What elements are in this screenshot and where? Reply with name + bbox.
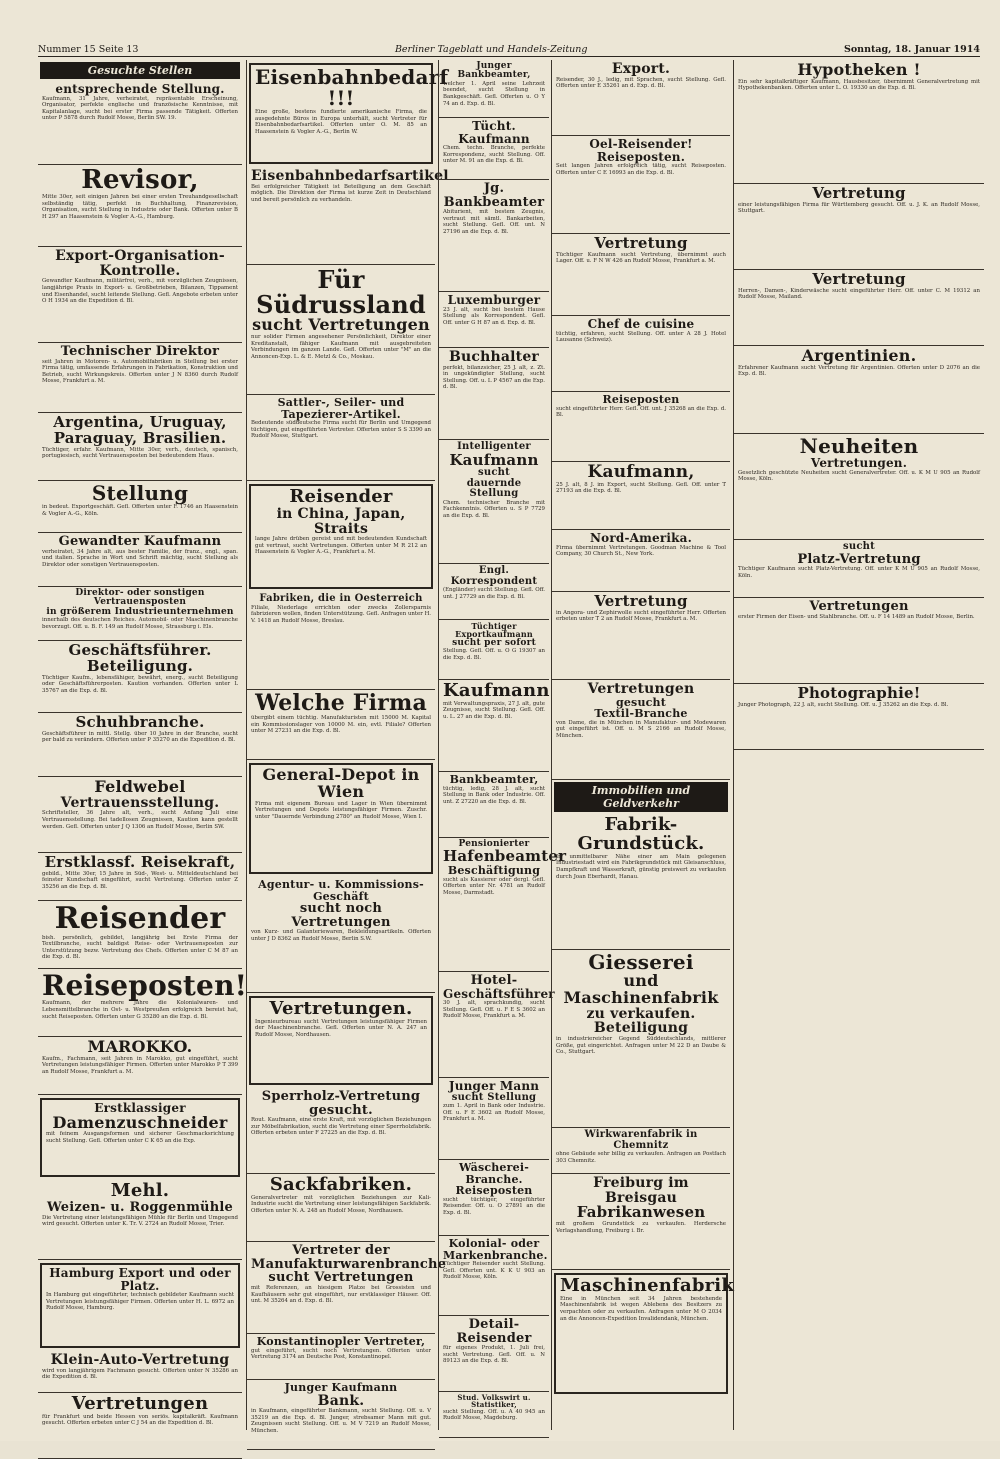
- ad-headline: Oel-Reisender!: [589, 137, 693, 151]
- classified-ad: [552, 814, 730, 950]
- ad-headline: Vertretungen: [809, 599, 909, 614]
- ad-body-text: Geschäftsführer in mittl. Stellg. über 10 Jahre in der Branche, sucht per bald zu verändern. Offerten unter P 35270 an die Expedition d. Bl.: [42, 730, 238, 744]
- ad-headline: Eisenbahnbedarfsartikel: [251, 168, 449, 184]
- ad-headline: Intelligenter: [457, 441, 531, 452]
- ad-headline: Technischer Direktor: [60, 344, 220, 359]
- ad-headline: Kolonial- oder: [448, 1237, 540, 1250]
- classified-ad: [38, 853, 242, 901]
- ad-headline: Fabriken, die in Oesterreich: [259, 593, 423, 604]
- column-3: [438, 60, 567, 1430]
- classified-ad: [552, 462, 730, 530]
- ad-headline: in größerem Industrieunternehmen: [46, 606, 234, 617]
- column-4: [551, 60, 735, 1430]
- ad-headline: Reiseposten.: [596, 149, 686, 164]
- ad-body-text: mit Referenzen, an hiesigem Platze bei Grossisten und Kaufhäusern sehr gut eingeführt, nur erstklassiger Häuser. Off. unt. M 35264 an d. Exp. d. Bl.: [251, 1284, 431, 1305]
- ad-headline: Hotel-: [470, 973, 518, 988]
- ad-body-text: in industriereicher Gegend Süddeutschlands, mittlerer Größe, gut eingerichtet. Anfragen unter M 22 D an Daube & Co., Stuttgart.: [556, 1035, 726, 1056]
- ad-headline: dauernde Stellung: [466, 477, 522, 500]
- ad-headline: Freiburg im Breisgau: [593, 1175, 689, 1206]
- ad-headline: Fabrikanwesen: [576, 1203, 706, 1222]
- ad-body-text: Chem. technischer Branche mit Fachkenntnis. Offerten u. S P 7729 an die Exp. d. Bl.: [443, 499, 545, 519]
- ad-body-text: Eine große, bestens fundierte amerikanische Firma, die ausgedehnte Büros in Europa unterhält, sucht Vertreter für Eisenbahnbedarfsartikel. Offerten unter O. M. 85 an Haasenstein & Vogler A.-G., Berlin W.: [255, 109, 427, 135]
- ad-body-text: Stellung. Gefl. Off. u. O G 19307 an die Exp. d. Bl.: [443, 648, 545, 661]
- ad-body-text: wird von langjährigem Fachmann gesucht. Offerten unter N 35286 an die Expedition d. Bl.: [42, 1367, 238, 1381]
- ad-body-text: Schriftsteller, 36 Jahre alt, verh., sucht Anfang Juli eine Vertrauensstellung. Bei tadellosen Zeugnissen, Kaution kann gestellt werden. Gefl. Offerten unter J Q 1306 an Rudolf Mosse, Berlin SW.: [42, 810, 238, 830]
- ad-body-text: Tüchtiger Kaufmann sucht Platz-Vertretung. Off. unter K M U 905 an Rudolf Mosse, Köln.: [738, 566, 980, 579]
- ad-headline: Hafenbeamter: [443, 847, 567, 866]
- classified-ad: [38, 777, 242, 853]
- ad-headline: Export-Organisation-Kontrolle.: [55, 248, 225, 279]
- classified-ad: [38, 533, 242, 587]
- ad-headline: Neuheiten: [799, 434, 919, 458]
- ad-headline: Vertretungen: [71, 1393, 209, 1414]
- ad-headline: Buchhalter: [448, 349, 540, 365]
- classified-ad: [552, 392, 730, 462]
- ad-body-text: Junger Photograph, 22 J. alt, sucht Stellung. Off. u. J 35262 an die Exp. d. Bl.: [738, 701, 949, 708]
- header-left: Nummer 15 Seite 13: [38, 43, 139, 55]
- ad-body-text: Gewandter Kaufmann, militärfrei, verh., mit vorzüglichen Zeugnissen, langjährige Praxis in Export- u. Großbetrieben, Bilanzen, Tippament und Eisenhandel, sucht leitende Stellung. Gefl. Angebote erbeten unter O H 1934 an die Expedition d. Bl.: [42, 278, 239, 305]
- ad-body-text: tüchtig, erfahren, sucht Stellung. Off. unter A 28 J. Hotel Lausanne (Schweiz).: [556, 330, 726, 344]
- classified-ad: [247, 1334, 435, 1380]
- ad-headline: Vertretung: [594, 592, 688, 610]
- ad-body-text: 23 J. alt, sucht bei bestem Hause Stellung als Korrespondent. Gefl. Off. unter G H 87 an d. Exp. d. Bl.: [443, 306, 545, 326]
- ad-headline: Erstklassf. Reisekraft,: [44, 853, 236, 871]
- ad-body-text: Bei erfolgreicher Tätigkeit ist Beteiligung an dem Geschäft möglich. Die Direktion der Firma ist kurze Zeit in Deutschland und bereit persönlich zu verhandeln.: [251, 183, 431, 203]
- ad-headline: MAROKKO.: [87, 1037, 193, 1056]
- ad-headline: Reisender: [289, 486, 393, 507]
- ad-headline: Giesserei: [588, 950, 694, 974]
- ad-body-text: Kaufmann, der mehrere Jahre die Kolonialwaren- und Lebensmittelbranche in Ost- u. Westpreußen erfolgreich bereist hat, sucht Reiseposten. Offerten unter G 35280 an die Exp. d. Bl.: [42, 1000, 238, 1020]
- ad-headline: Erstklassiger: [94, 1101, 186, 1115]
- classified-ad: [249, 996, 433, 1085]
- ad-headline: Vertretung: [812, 270, 906, 288]
- ad-headline: Vertrauensstellung.: [60, 794, 220, 811]
- ad-headline: sucht Vertretungen: [268, 1270, 414, 1286]
- ad-headline: sucht Stellung: [451, 1091, 537, 1103]
- ad-headline: Markenbranche.: [443, 1248, 548, 1262]
- column-1: [38, 60, 248, 1430]
- ad-body-text: sucht eingeführter Herr. Gefl. Off. unt. J 35268 an die Exp. d. Bl.: [556, 405, 726, 419]
- ad-headline: Reisender: [54, 901, 226, 936]
- classified-ad: [247, 265, 435, 395]
- ad-headline: Kaufmann,: [587, 462, 695, 482]
- ad-headline: Engl. Korrespondent: [450, 565, 538, 587]
- ad-body-text: Generalvertreter mit vorzüglichen Beziehungen zur Kali-Industrie sucht die Vertretung einer leistungsfähigen Sackfabrik. Offerten unter N. A. 248 an Rudolf Mosse, Nordhausen.: [251, 1194, 431, 1215]
- ad-body-text: seit Jahren in Motoren- u. Automobilfabriken in Stellung bei erster Firma tätig, umfassende Erfahrungen in Fabrikation, Konstruktion und Betrieb, sucht Wirkungskreis. Offerten unter J N 8360 durch Rudolf Mosse, Frankfurt a. M.: [42, 358, 238, 385]
- column-5: [733, 60, 984, 1430]
- ad-body-text: (Engländer) sucht Stellung. Gefl. Off. unt. J 27729 an die Exp. d. Bl.: [443, 587, 545, 600]
- classified-ad: [38, 587, 242, 641]
- ad-headline: Platz-Vertretung: [797, 551, 921, 567]
- ad-body-text: 25 J. alt, 8 J. im Export, sucht Stellung. Gefl. Off. unter T 27193 an die Exp. d. Bl.: [556, 481, 726, 495]
- classified-ad: [247, 1174, 435, 1242]
- ad-headline: und Maschinenfabrik: [563, 971, 719, 1007]
- ad-headline: Sattler-, Seiler- und Tapezierer-Artikel.: [277, 396, 405, 421]
- ad-headline: Welche Firma: [255, 690, 427, 716]
- ad-body-text: von Kurz- und Galanteriewaren, Bekleidungsartikeln. Offerten unter J D 8362 an Rudolf Mosse, Berlin S.W.: [251, 929, 431, 942]
- classified-ad: [734, 598, 984, 684]
- classified-ad: [439, 60, 549, 118]
- ad-headline: Pensionierter: [458, 839, 530, 849]
- section-heading: Gesuchte Stellen: [40, 62, 240, 79]
- ad-body-text: Filiale, Niederlage errichten oder zwecks Zollersparnis fabrizieren wollen, finden Unterstützung. Gefl. Anfragen unter H. V. 1418 an Rudolf Mosse, Breslau.: [251, 604, 431, 624]
- ad-headline: Gewandter Kaufmann: [58, 534, 222, 549]
- classified-ad: [249, 484, 433, 589]
- classified-ad: [247, 690, 435, 760]
- classified-ad: [40, 1263, 240, 1348]
- ad-headline: Geschäftsführer.: [68, 641, 212, 659]
- ad-body-text: Eine in München seit 34 Jahren bestehende Maschinenfabrik ist wegen Ablebens des Besitzers zu verpachten oder zu verkaufen. Anfragen unter M O 2034 an die Annoncen-Expedition Invalidendank, München.: [560, 1295, 722, 1322]
- ad-headline: Beschäftigung: [447, 864, 541, 878]
- ad-headline: Luxemburger: [447, 293, 541, 307]
- ad-headline: gesucht: [615, 695, 667, 709]
- ad-body-text: Gesetzlich geschützte Neuheiten sucht Generalvertreter. Off. u. K M U 905 an Rudolf Mosse, Köln.: [738, 469, 980, 483]
- ad-headline: Geschäftsführer: [443, 986, 555, 1001]
- ad-body-text: verheiratet, 34 Jahre alt, aus bester Familie, der franz., engl., span. und italien. Sprache in Wort und Schrift mächtig, sucht Stellung als Direktor oder sonstigen Vertrauensposten.: [42, 548, 238, 568]
- ad-body-text: für Frankfurt und beide Hessen von seriös. kapitalkräft. Kaufmann gesucht. Offerten erbeten unter C J 54 an die Expedition d. Bl.: [42, 1413, 238, 1427]
- ad-headline: Beteiligung.: [86, 656, 194, 675]
- ad-headline: Mehl.: [110, 1180, 170, 1201]
- ad-body-text: tüchtig, ledig, 28 J. alt, sucht Stellung in Bank oder Industrie. Off. unt. Z 27220 an die Exp. d. Bl.: [443, 785, 545, 805]
- ad-headline: Revisor,: [81, 165, 199, 195]
- ad-body-text: innerhalb des deutschen Reiches. Automobil- oder Maschinenbranche bevorzugt. Off. u. B. F. 149 an Rudolf Mosse, Strassburg i. Els.: [42, 617, 238, 630]
- ad-headline: Für Südrussland: [256, 265, 426, 320]
- ad-body-text: Tüchtiger Kaufm., lebensfähiger, bewährt, energ., sucht Beteiligung oder Geschäftsführerposten. Kaution vorhanden. Offerten unter L 35767 an die Exp. d. Bl.: [42, 674, 238, 694]
- classified-ad: [439, 1078, 549, 1160]
- ad-body-text: Ein sehr kapitalkräftiger Kaufmann, Hausbesitzer, übernimmt Generalvertretung mit Hypothekenbanken. Offerten unter L. O. 19330 an die Exp. d. Bl.: [738, 78, 980, 92]
- ad-body-text: Abiturient, mit bestem Zeugnis, vertraut mit sämtl. Bankarbeiten, sucht Stellung. Gefl. Off. unt. N 27196 an die Exp. d. Bl.: [443, 209, 545, 236]
- ad-body-text: erster Firmen der Eisen- und Stahlbranche. Off. u. F 14 1489 an Rudolf Mosse, Berlin.: [738, 613, 975, 620]
- classified-ad: [439, 348, 549, 440]
- ad-body-text: übergibt einem tüchtig. Manufakturisten mit 15000 M. Kapital ein Kommissionslager von 10000 M. ein, evtl. Filiale? Offerten unter M 27231 an die Exp. d. Bl.: [251, 715, 431, 735]
- classified-ad: [552, 234, 730, 316]
- ad-body-text: Mitte 30er, seit einigen Jahren bei einer ersten Treuhandgesellschaft selbständig tätig, perfekt in Buchhaltung, Finanzrevision, Organisation, sucht Stellung in Industrie oder Bank. Offerten unter B H 297 an Haasenstein & Vogler A.-G., Hamburg.: [42, 194, 238, 221]
- ad-headline: Kaufmann: [443, 680, 550, 701]
- classified-ad: [439, 292, 549, 348]
- ad-body-text: Rout. Kaufmann, eine erste Kraft, mit vorzüglichen Beziehungen zur Möbelfabrikation, sucht die Vertretung einer Sperrholzfabrik. Offerten erbeten unter F 27225 an die Exp. d. Bl.: [251, 1117, 431, 1137]
- ad-body-text: Ingenieurbureau sucht Vertretungen leistungsfähiger Firmen der Maschinenbranche. Gefl. Offerten unter N. A. 247 an Rudolf Mosse, Nordhausen.: [255, 1018, 427, 1039]
- classified-ad: [439, 440, 549, 564]
- ad-headline: Kaufmann: [449, 450, 539, 469]
- classified-ad: [38, 1393, 242, 1459]
- ad-body-text: einer leistungsfähigen Firma für Württemberg gesucht. Off. u. J. K. an Rudolf Mosse, Stuttgart.: [738, 201, 980, 215]
- ad-headline: Wäscherei-Branche.: [459, 1161, 529, 1186]
- classified-ad: [552, 136, 730, 234]
- ad-body-text: in Angora- und Zephirwolle sucht eingeführter Herr. Offerten erbeten unter T 2 an Rudolf Mosse, Frankfurt a. M.: [556, 609, 726, 623]
- ad-headline: Manufakturwarenbranche: [251, 1256, 447, 1272]
- ad-body-text: Die Vertretung einer leistungsfähigen Mühle für Berlin und Umgegend wird gesucht. Offerten unter K. Tr. V. 2724 an Rudolf Mosse, Trier.: [42, 1214, 238, 1228]
- classified-ad: [439, 118, 549, 180]
- ad-headline: Tücht. Kaufmann: [458, 119, 530, 146]
- ad-headline: Hypotheken !: [797, 60, 921, 79]
- classified-ad: [247, 1380, 435, 1450]
- ad-headline: General-Depot in Wien: [262, 765, 420, 801]
- ad-body-text: Chem. techn. Branche, perfekte Korrespondenz, sucht Stellung. Off. unter M. 91 an die Exp. d. Bl.: [443, 145, 545, 165]
- ad-headline: Eisenbahnbedarf !!!: [255, 65, 449, 110]
- ad-body-text: Firma mit eigenem Bureau und Lager in Wien übernimmt Vertretungen und Depots leistungsfähiger Firmen. Zuschr. unter "Dauernde Verbindung 2780" an Rudolf Mosse, Wien I.: [255, 800, 427, 820]
- ad-headline: Vertretung: [594, 234, 688, 252]
- ad-headline: Bank.: [317, 1392, 365, 1409]
- ad-headline: Nord-Amerika.: [589, 531, 693, 545]
- classified-ad: [552, 680, 730, 780]
- classified-ad: [38, 1180, 242, 1260]
- classified-ad: [247, 877, 435, 993]
- ad-body-text: gebild., Mitte 30er, 15 Jahre in Süd-, West- u. Mitteldeutschland bei feinster Kundschaft eingeführt, sucht Vertretung. Offerten unter Z 35256 an die Exp. d. Bl.: [42, 870, 238, 890]
- classified-ad: [439, 680, 549, 772]
- classified-ad: [38, 481, 242, 533]
- classified-ad: [734, 270, 984, 346]
- classified-ad: [38, 81, 242, 165]
- ad-body-text: Kaufmann, 31 Jahre, verheiratet, repräsentable Erscheinung, Organisator, perfekte englische und französische Kenntnisse, mit Kapitalanlage, sucht bei erster Firma passende Tätigkeit. Offerten unter P 5878 durch Rudolf Mosse, Berlin SW. 19.: [42, 95, 238, 122]
- classified-ad: [38, 901, 242, 969]
- ad-headline: Maschinenfabrik: [560, 1275, 735, 1296]
- ad-headline: Stud. Volkswirt u. Statistiker,: [457, 1393, 531, 1410]
- ad-body-text: ohne Gebäude sehr billig zu verkaufen. Anfragen an Postfach 303 Chemnitz.: [556, 1151, 726, 1164]
- ad-headline: Photographie!: [797, 684, 921, 702]
- ad-body-text: perfekt, bilanzsicher, 25 J. alt, z. Zt. in ungekündigter Stellung, sucht Stellung. Off. u. L P 4567 an die Exp. d. Bl.: [443, 364, 545, 391]
- ad-headline: Hamburg Export und oder Platz.: [49, 1266, 231, 1293]
- classified-ad: [552, 1128, 730, 1174]
- ad-body-text: sucht Stellung. Off. u. A 40 945 an Rudolf Mosse, Magdeburg.: [443, 1408, 545, 1422]
- classified-ad: [552, 592, 730, 680]
- ad-headline: Konstantinopler Vertreter,: [256, 1335, 426, 1348]
- column-2: [246, 60, 449, 1435]
- classified-ad: [38, 343, 242, 413]
- ad-body-text: welcher 1. April seine Lehrzeit beendet, sucht Stellung in Bankgeschäft. Gefl. Offerten u. O Y 74 an d. Exp. d. Bl.: [443, 80, 545, 107]
- classified-ad: [554, 1273, 735, 1394]
- classified-ad: [439, 620, 549, 680]
- ad-body-text: mit Verwaltungspraxis, 27 J. alt, gute Zeugnisse, sucht Stellung. Gefl. Off. u. L. 27 an die Exp. d. Bl.: [443, 700, 545, 721]
- classified-ad: [439, 838, 567, 972]
- ad-headline: Klein-Auto-Vertretung: [50, 1352, 230, 1368]
- ad-body-text: in bedeut. Exportgeschäft. Gefl. Offerten unter F. 1746 an Haasenstein & Vogler A.-G., Köln.: [42, 504, 238, 517]
- classified-ad: [439, 1392, 549, 1438]
- ad-body-text: sucht tüchtiger, eingeführter Reisender. Off. u. O 27891 an die Exp. d. Bl.: [443, 1196, 545, 1216]
- classified-ad: [439, 1316, 549, 1392]
- ad-headline: Tüchtiger Exportkaufmann: [455, 621, 533, 640]
- ad-headline: Reiseposten: [602, 393, 680, 406]
- classified-ad: [249, 63, 449, 164]
- classified-ad: [38, 641, 242, 713]
- ad-body-text: In Hamburg gut eingeführter, technisch gebildeter Kaufmann sucht Vertretungen leistungsfähiger Firmen. Offerten unter H. L. 6972 an Rudolf Mosse, Hamburg.: [46, 1292, 234, 1312]
- header-right: Sonntag, 18. Januar 1914: [843, 43, 980, 55]
- ad-headline: sucht per sofort: [452, 637, 536, 648]
- ad-headline: Damenzuschneider: [52, 1112, 228, 1132]
- ad-headline: Vertretungen.: [810, 456, 908, 470]
- classified-ad: [247, 1088, 435, 1174]
- classified-ad: [552, 60, 730, 136]
- ad-headline: Weizen- u. Roggenmühle: [47, 1199, 233, 1215]
- ad-headline: Chef de cuisine: [587, 317, 695, 331]
- ad-body-text: bish. persönlich, gebildet, langjährig bei Erste Firma der Textilbranche, sucht baldigst Reise- oder Vertrauensposten zur Unterstützung bezw. Vertretung des Chefs. Offerten unter C M 87 an die Exp. d. Bl.: [42, 934, 238, 961]
- ad-headline: Junger Kaufmann: [284, 1381, 398, 1394]
- classified-ad: [552, 530, 730, 592]
- classified-ad: [439, 1236, 549, 1316]
- ad-headline: zu verkaufen.: [586, 1005, 696, 1022]
- classified-ad: [38, 1351, 242, 1393]
- ad-headline: Stellung: [91, 481, 189, 505]
- ad-headline: Vertretungen: [587, 681, 695, 697]
- classified-ad: [439, 972, 555, 1078]
- ad-body-text: in Kaufmann, eingeführter Bankmann, sucht Stellung. Off. u. V 35219 an die Exp. d. Bl. Junger, strebsamer Mann mit gut. Zeugnissen sucht Stellung. Off. u. M V 7219 an Rudolf Mosse, München.: [251, 1408, 431, 1435]
- ad-body-text: Firma übernimmt Vertretungen. Goodman Machine & Tool Company, 30 Church St., New York.: [556, 544, 726, 558]
- ad-headline: Beteiligung: [593, 1020, 689, 1037]
- ad-body-text: In unmittelbarer Nähe einer am Main gelegenen Industriestadt wird ein Fabrikgrundstück mit Gleisanschluss, Dampfkraft und Wasserkraft, günstig preiswert zu verkaufen durch Joan Eberhardt, Hanau.: [556, 853, 726, 880]
- ad-headline: Schuhbranche.: [75, 713, 205, 731]
- ad-body-text: von Dame, die in München in Manufaktur- und Modewaren gut eingeführt ist. Off. u. M S 2166 an Rudolf Mosse, München.: [556, 719, 726, 739]
- ad-headline: Feldwebel: [94, 777, 186, 796]
- ad-body-text: Tüchtiger Kaufmann sucht Vertretung, übernimmt auch Lager. Off. u. F N W 426 an Rudolf Mosse, Frankfurt a. M.: [556, 251, 726, 265]
- ad-headline: Sperrholz-Vertretung gesucht.: [261, 1089, 421, 1118]
- ad-headline: Junger Mann: [448, 1079, 540, 1093]
- classified-ad: [38, 1037, 242, 1095]
- classified-ad: [734, 346, 984, 434]
- ad-headline: Direktor- oder sonstigen Vertrauensposten: [75, 588, 205, 608]
- ad-headline: Detail-Reisender: [456, 1317, 532, 1346]
- ad-headline: Fabrik-Grundstück.: [577, 814, 705, 854]
- classified-ad: [40, 1098, 240, 1177]
- ad-headline: Argentinien.: [801, 346, 917, 365]
- ad-body-text: für eigenes Produkt, 1. Juli frei, sucht Vertretung. Gefl. Off. u. N 89123 an die Exp. d. Bl.: [443, 1345, 545, 1365]
- classified-ad: [552, 950, 730, 1128]
- ad-body-text: mit großem Grundstück zu verkaufen. Herdersche Verlagshandlung, Freiburg i. Br.: [556, 1221, 726, 1234]
- classified-ad: [439, 180, 549, 292]
- ad-headline: Vertretungen.: [269, 998, 413, 1019]
- ad-headline: Bankbeamter,: [449, 773, 539, 786]
- ad-body-text: Tüchtiger Reisender sucht Stellung. Gefl. Offerten unt. K K U 903 an Rudolf Mosse, Köln.: [443, 1261, 545, 1281]
- ad-headline: Paraguay, Brasilien.: [53, 428, 227, 447]
- ad-body-text: lange Jahre drüben gereist und mit bedeutenden Kundschaft gut vertraut, sucht Vertretungen. Offerten unter M R 212 an Haasenstein & Vogler A.-G., Frankfurt a. M.: [255, 536, 427, 556]
- classified-ad: [734, 540, 984, 598]
- ad-body-text: sucht als Kassierer oder dergl. Gefl. Offerten unter Nr. 4781 an Rudolf Mosse, Darmstadt.: [443, 876, 545, 896]
- ad-headline: Argentina, Uruguay,: [53, 413, 227, 431]
- ad-headline: Vertreter der: [292, 1243, 390, 1258]
- classified-ad: [247, 1242, 447, 1334]
- ad-headline: Wirkwarenfabrik in Chemnitz: [584, 1129, 698, 1151]
- ad-body-text: Seit langen Jahren erfolgreich tätig, sucht Reiseposten. Offerten unter C E 16993 an die Exp. d. Bl.: [556, 163, 726, 176]
- classified-ad: [734, 60, 984, 184]
- classified-ad: [439, 564, 549, 620]
- ad-headline: Sackfabriken.: [269, 1174, 413, 1195]
- ad-headline: Export.: [611, 61, 671, 77]
- classified-ad: [439, 1160, 549, 1236]
- ad-headline: Textil-Branche: [594, 707, 688, 721]
- classified-ad: [247, 395, 435, 481]
- ad-headline: sucht Vertretungen: [252, 315, 430, 335]
- ad-body-text: Tüchtiger, erfahr. Kaufmann, Mitte 30er, verh., deutsch, spanisch, portugiesisch, sucht Vertrauensposten bei bedeutendem Haus.: [42, 446, 238, 460]
- classified-ad: [38, 713, 242, 777]
- ad-headline: Reiseposten: [455, 1184, 533, 1198]
- ad-headline: sucht: [843, 541, 875, 552]
- classified-ad: [552, 1174, 730, 1270]
- ad-headline: Vertretung: [812, 184, 906, 202]
- ad-body-text: Erfahrener Kaufmann sucht Vertretung für Argentinien. Offerten unter D 2076 an die Exp. d. Bl.: [738, 364, 980, 378]
- ad-body-text: mit feinem Ausgangsformen und sicherer Geschmacksrichtung sucht Stellung. Gefl. Offerten unter C K 65 an die Exp.: [46, 1131, 234, 1144]
- ad-headline: in China, Japan, Straits: [276, 505, 406, 537]
- classified-ad: [439, 772, 549, 838]
- ad-body-text: 30 J. alt, sprachkundig, sucht Stellung. Gefl. Off. u. F E S 3602 an Rudolf Mosse, Frankfurt a. M.: [443, 1000, 545, 1020]
- ad-body-text: Kaufm., Fachmann, seit Jahren in Marokko, gut eingeführt, sucht Vertretungen leistungsfähiger Firmen. Offerten unter Marokko P T 399 an Rudolf Mosse, Frankfurt a. M.: [42, 1055, 238, 1075]
- classified-ad: [247, 167, 449, 265]
- classified-ad: [38, 247, 242, 343]
- ad-body-text: Reisender, 30 J., ledig, mit Sprachen, sucht Stellung. Gefl. Offerten unter E 35261 an d. Exp. d. Bl.: [556, 76, 726, 90]
- classified-ad: [249, 763, 433, 874]
- header-center: Berliner Tageblatt und Handels-Zeitung: [394, 43, 588, 55]
- classified-ad: [734, 184, 984, 270]
- ad-body-text: Bedeutende süddeutsche Firma sucht für Berlin und Umgegend tüchtigen, gut eingeführten Vertreter. Offerten unter S S 3390 an Rudolf Mosse, Stuttgart.: [251, 420, 431, 440]
- ad-body-text: gut eingeführt, sucht noch Vertretungen. Offerten unter Vertretung 3174 an Deutsche Post, Konstantinopel.: [251, 1347, 431, 1361]
- classified-ad: [552, 316, 730, 392]
- classified-ad: [247, 592, 435, 690]
- ad-body-text: nur solider Firmen angesehener Persönlichkeit, Direktor einer Kreditanstalt, fähiger Kaufmann mit ausgebreiteten Verbindungen im ganzen Lande. Gefl. Offerten unter "M" an die Annoncen-Exp. L. & E. Metzl & Co., Moskau.: [251, 334, 431, 360]
- ad-headline: sucht: [478, 467, 510, 479]
- ad-body-text: Herren-, Damen-, Kinderwäsche sucht eingeführter Herr. Off. unter C. M 19312 an Rudolf Mosse, Mailand.: [738, 287, 980, 301]
- ad-body-text: zum 1. April in Bank oder Industrie. Off. u. F E 3602 an Rudolf Mosse, Frankfurt a. M.: [443, 1103, 545, 1123]
- ad-headline: Junger Bankbeamter,: [457, 61, 531, 81]
- classified-ad: [38, 165, 242, 247]
- section-heading: Immobilien und Geldverkehr: [554, 782, 728, 812]
- ad-headline: Reiseposten!: [42, 969, 248, 1002]
- classified-ad: [734, 684, 984, 750]
- ad-headline: sucht noch Vertretungen: [291, 901, 391, 930]
- ad-headline: Agentur- u. Kommissions-Geschäft: [258, 878, 424, 903]
- classified-ad: [38, 413, 242, 481]
- ad-headline: Jg. Bankbeamter: [443, 181, 545, 210]
- classified-ad: [734, 434, 984, 540]
- page-header: [38, 42, 980, 57]
- classified-ad: [38, 969, 248, 1037]
- ad-headline: entsprechende Stellung.: [55, 82, 225, 96]
